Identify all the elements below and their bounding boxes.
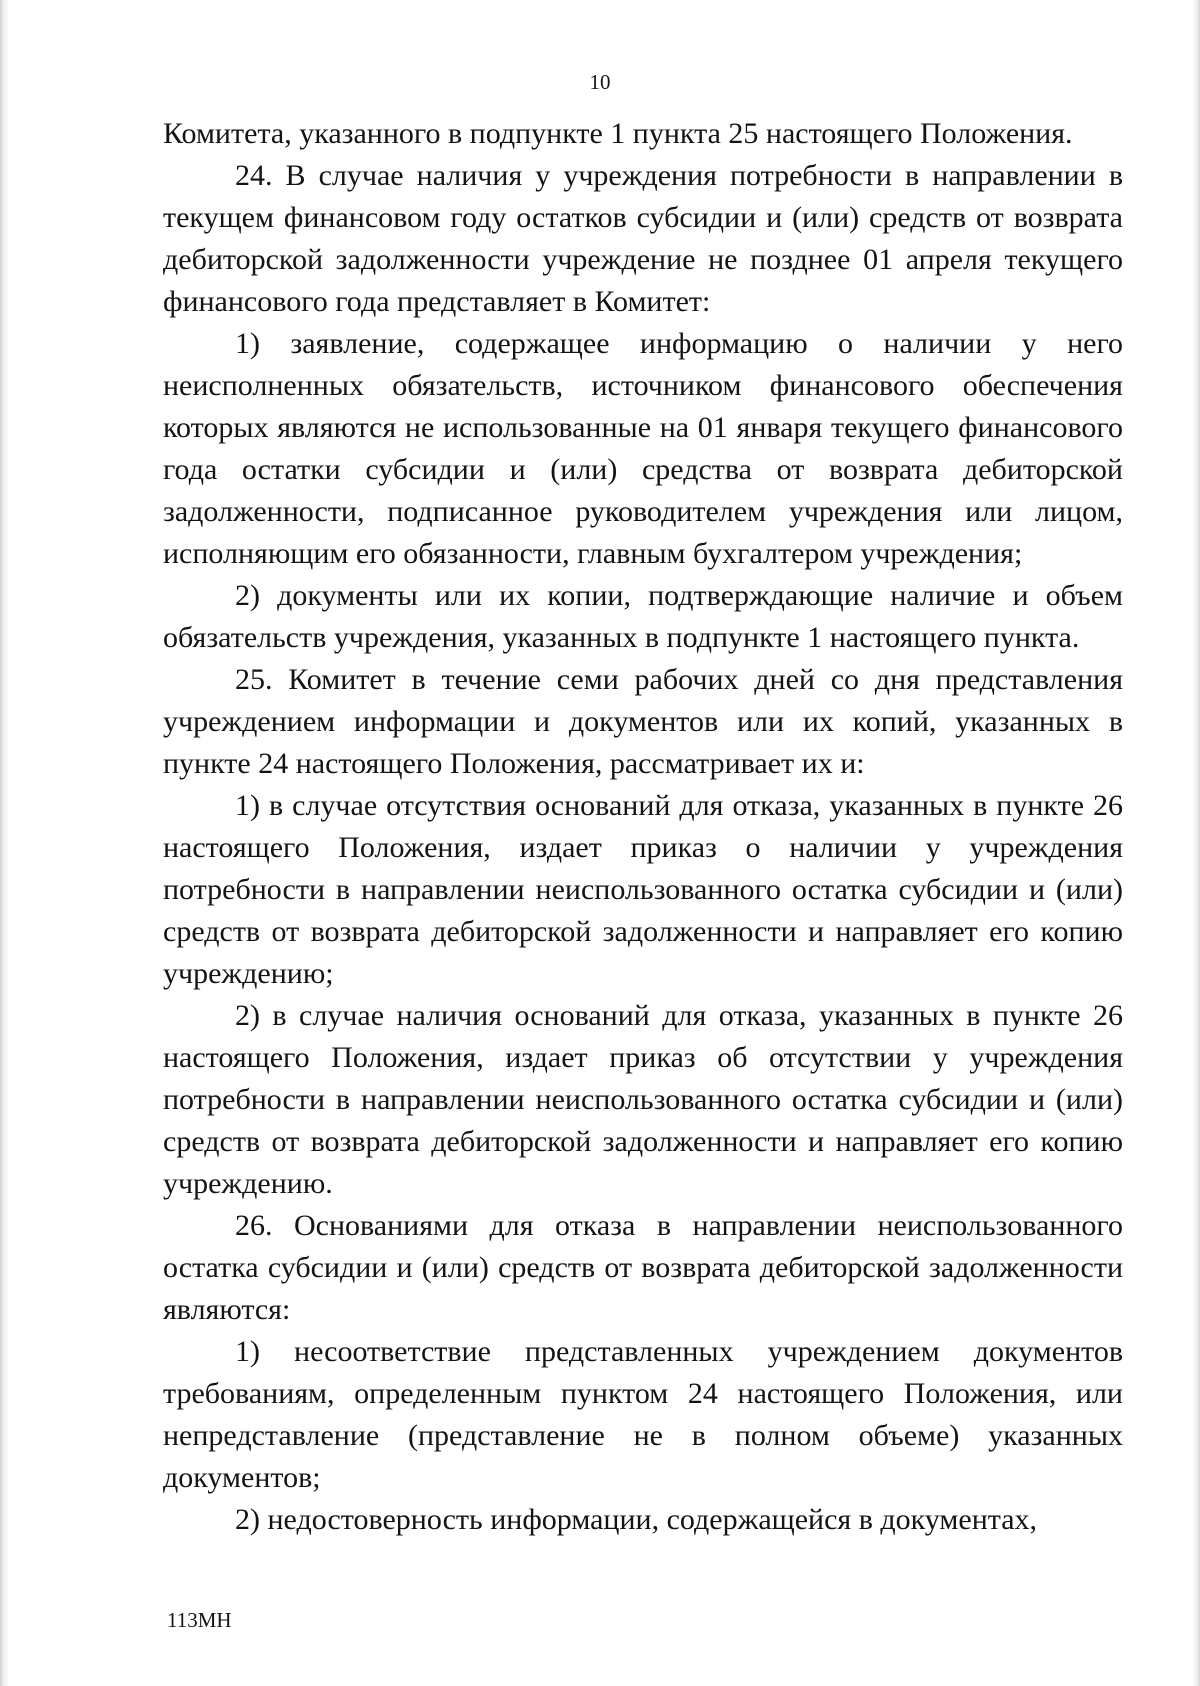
paragraph-26-item-2: 2) недостоверность информации, содержащейся в документах, (235, 1503, 1038, 1536)
paragraph-25: 25. Комитет в течение семи рабочих дней со дня представления учреждением информации и документов или их копий, указанных в пункте 24 настоящего Положения, рассматривает их и: (163, 663, 1123, 780)
paragraph-25-item-2: 2) в случае наличия оснований для отказа, указанных в пункте 26 настоящего Положения, издает приказ об отсутствии у учреждения потребности в направлении неиспользованного остатка субсидии и (или) средств от возврата дебиторской задолженности и направляет его копию учреждению. (163, 999, 1123, 1200)
paragraph-1: Комитета, указанного в подпункте 1 пункта 25 настоящего Положения. (163, 117, 1073, 150)
page-number: 10 (589, 70, 611, 94)
paragraph-26: 26. Основаниями для отказа в направлении неиспользованного остатка субсидии и (или) средств от возврата дебиторской задолженности являются: (163, 1209, 1123, 1326)
document-body (163, 113, 1123, 1541)
paragraph-24: 24. В случае наличия у учреждения потребности в направлении в текущем финансовом году остатков субсидии и (или) средств от возврата дебиторской задолженности учреждение не позднее 01 апреля текущего финансового года представляет в Комитет: (163, 159, 1123, 318)
paragraph-25-item-1: 1) в случае отсутствия оснований для отказа, указанных в пункте 26 настоящего Положения, издает приказ о наличии у учреждения потребности в направлении неиспользованного остатка субсидии и (или) средств от возврата дебиторской задолженности и направляет его копию учреждению; (163, 789, 1123, 990)
paragraph-24-item-1: 1) заявление, содержащее информацию о наличии у него неисполненных обязательств, источником финансового обеспечения которых являются не использованные на 01 января текущего финансового года остатки субсидии и (или) средства от возврата дебиторской задолженности, подписанное руководителем учреждения или лицом, исполняющим его обязанности, главным бухгалтером учреждения; (163, 327, 1123, 570)
footer-document-code: 113МН (167, 1608, 232, 1632)
paragraph-24-item-2: 2) документы или их копии, подтверждающие наличие и объем обязательств учреждения, указанных в подпункте 1 настоящего пункта. (163, 579, 1123, 654)
scan-right-edge (1192, 0, 1200, 1686)
paragraph-26-item-1: 1) несоответствие представленных учреждением документов требованиям, определенным пунктом 24 настоящего Положения, или непредставление (представление не в полном объеме) указанных документов; (163, 1335, 1123, 1494)
scan-left-edge (0, 0, 10, 1686)
